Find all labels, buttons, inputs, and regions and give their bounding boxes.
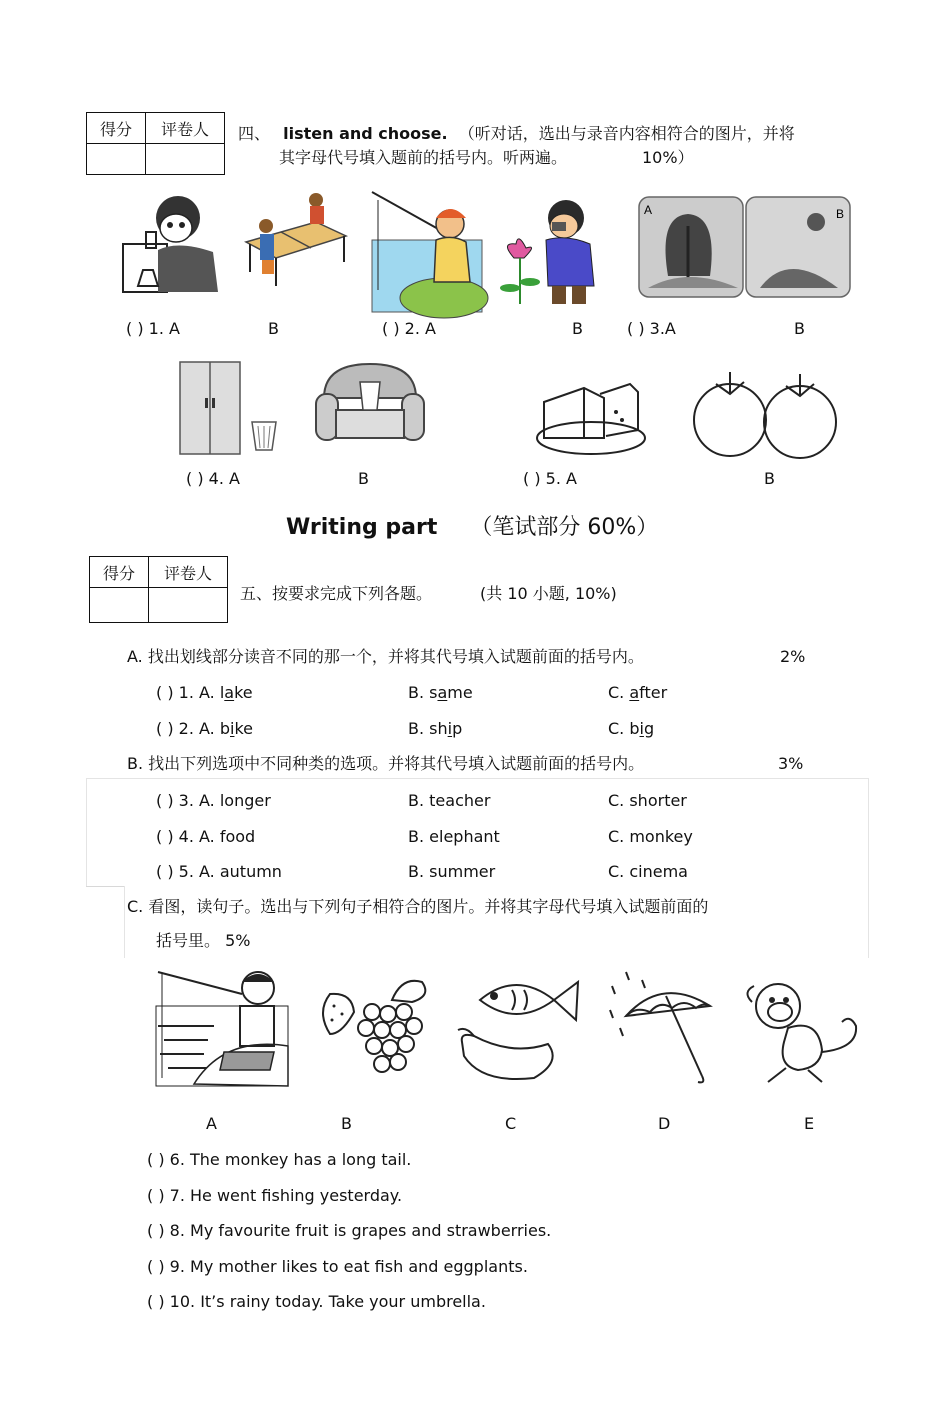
tomatoes-illustration [690,360,840,466]
sentence-10: ( ) 10. It’s rainy today. Take your umbrella. [147,1292,486,1311]
section5-meta: (共 10 小题, 10%) [480,584,617,603]
fish-eggplant-illustration [452,966,582,1084]
part-a-label: A. 找出划线部分读音不同的那一个，并将其代号填入试题前面的括号内。 [127,647,644,666]
pic-letter-e: E [804,1114,815,1133]
scan-line [868,778,869,958]
grader-cell[interactable] [149,588,228,623]
writing-title-en: Writing part [286,515,438,540]
underlined-letter: i [447,719,453,738]
part-a-row-1-c [608,683,667,703]
part-b-label: B. 找出下列选项中不同种类的选项。并将其代号填入试题前面的括号内。 [127,754,645,773]
underlined-letter: i [230,719,235,738]
underlined-letter: a [224,683,235,702]
photographing-flower-illustration [490,192,606,308]
option-text: b [219,719,230,738]
scan-line [86,886,124,887]
grader-cell[interactable] [146,144,225,175]
part-a-row-2-c [608,719,654,739]
writing-part-title [286,510,658,541]
part-b-row-1-c: C. shorter [608,791,687,810]
pic-letter-d: D [658,1114,671,1133]
table-tennis-illustration [236,192,350,290]
option-text: l [219,683,225,702]
score-label: 得分 [90,557,149,588]
part-b-row-1-b: B. teacher [408,791,491,810]
underlined-letter: a [629,683,640,702]
part-b-row-2-c: C. monkey [608,827,693,846]
part-a-row-2 [156,719,253,739]
listening-heading [238,124,795,144]
q2-b-label: B [572,319,583,338]
writing-title-zh: （笔试部分 60%） [470,515,659,540]
part-c-label-2: 括号里。 5% [156,931,251,950]
listening-title-zh2: 其字母代号填入题前的括号内。听两遍。 [279,148,568,167]
boy-experiment-illustration [118,188,222,296]
question-number: ( ) 1. A. [156,683,220,702]
fruit-illustration [312,972,436,1082]
umbrella-illustration [606,966,718,1088]
q3-b-label: B [794,319,805,338]
option-text: B. sh [408,719,448,738]
section5-title: 五、按要求完成下列各题。 [240,584,433,603]
scan-line [124,886,125,958]
part-c-label: C. 看图，读句子。选出与下列句子相符合的图片。并将其字母代号填入试题前面的 [127,897,709,916]
q4-label: ( ) 4. A [186,469,240,488]
underlined-letter: i [639,719,644,738]
underlined-letter: a [437,683,448,702]
wardrobe-illustration [176,358,282,458]
q3-label: ( ) 3.A [627,319,676,338]
part-b-percent: 3% [778,754,804,773]
q4-b-label: B [358,469,369,488]
fishing-illustration [370,190,484,314]
sentence-6: ( ) 6. The monkey has a long tail. [147,1150,412,1169]
bread-illustration [534,372,648,458]
option-text: C. [608,683,630,702]
score-cell[interactable] [87,144,146,175]
sofa-illustration [312,358,428,450]
part-a-row-2-b [408,719,462,739]
sentence-8: ( ) 8. My favourite fruit is grapes and strawberries. [147,1221,552,1240]
option-text: ke [234,719,253,738]
part-b-row-3-a: ( ) 5. A. autumn [156,862,282,881]
score-label: 得分 [87,113,146,144]
listening-title-en: listen and choose. [283,124,448,143]
scan-line [86,778,868,779]
listening-title-zh: （听对话，选出与录音内容相符合的图片，并将 [458,124,795,143]
part-b-row-3-c: C. cinema [608,862,688,881]
option-text: C. b [608,719,640,738]
question-number: ( ) 2. A. [156,719,220,738]
part-b-row-3-b: B. summer [408,862,496,881]
grader-label: 评卷人 [146,113,225,144]
panel-a-letter: A [644,203,653,217]
pic-letter-b: B [341,1114,352,1133]
option-text: fter [639,683,668,702]
option-text: p [452,719,463,738]
q1-b-label: B [268,319,279,338]
scan-line [86,778,87,886]
sentence-9: ( ) 9. My mother likes to eat fish and eggplants. [147,1257,528,1276]
score-box-1 [86,112,225,175]
part-b-row-2-a: ( ) 4. A. food [156,827,256,846]
fishing-boy-illustration [154,966,290,1090]
part-b-row-1-a: ( ) 3. A. longer [156,791,271,810]
score-box-2 [89,556,228,623]
q2-label: ( ) 2. A [382,319,436,338]
option-text: me [447,683,473,702]
option-text: g [643,719,655,738]
part-a-row-1 [156,683,253,703]
option-text: ke [234,683,253,702]
option-text: B. s [408,683,438,702]
monkey-illustration [738,972,862,1088]
part-a-percent: 2% [780,647,806,666]
weather-scenes-illustration [638,196,852,300]
sentence-7: ( ) 7. He went fishing yesterday. [147,1186,403,1205]
panel-b-letter: B [836,207,845,221]
score-cell[interactable] [90,588,149,623]
part-a-row-1-b [408,683,473,703]
q5-b-label: B [764,469,775,488]
pic-letter-a: A [206,1114,217,1133]
q5-label: ( ) 5. A [523,469,577,488]
grader-label: 评卷人 [149,557,228,588]
listening-percent: 10%） [642,148,694,167]
section-number: 四、 [238,124,271,143]
pic-letter-c: C [505,1114,517,1133]
q1-label: ( ) 1. A [126,319,180,338]
part-b-row-2-b: B. elephant [408,827,500,846]
